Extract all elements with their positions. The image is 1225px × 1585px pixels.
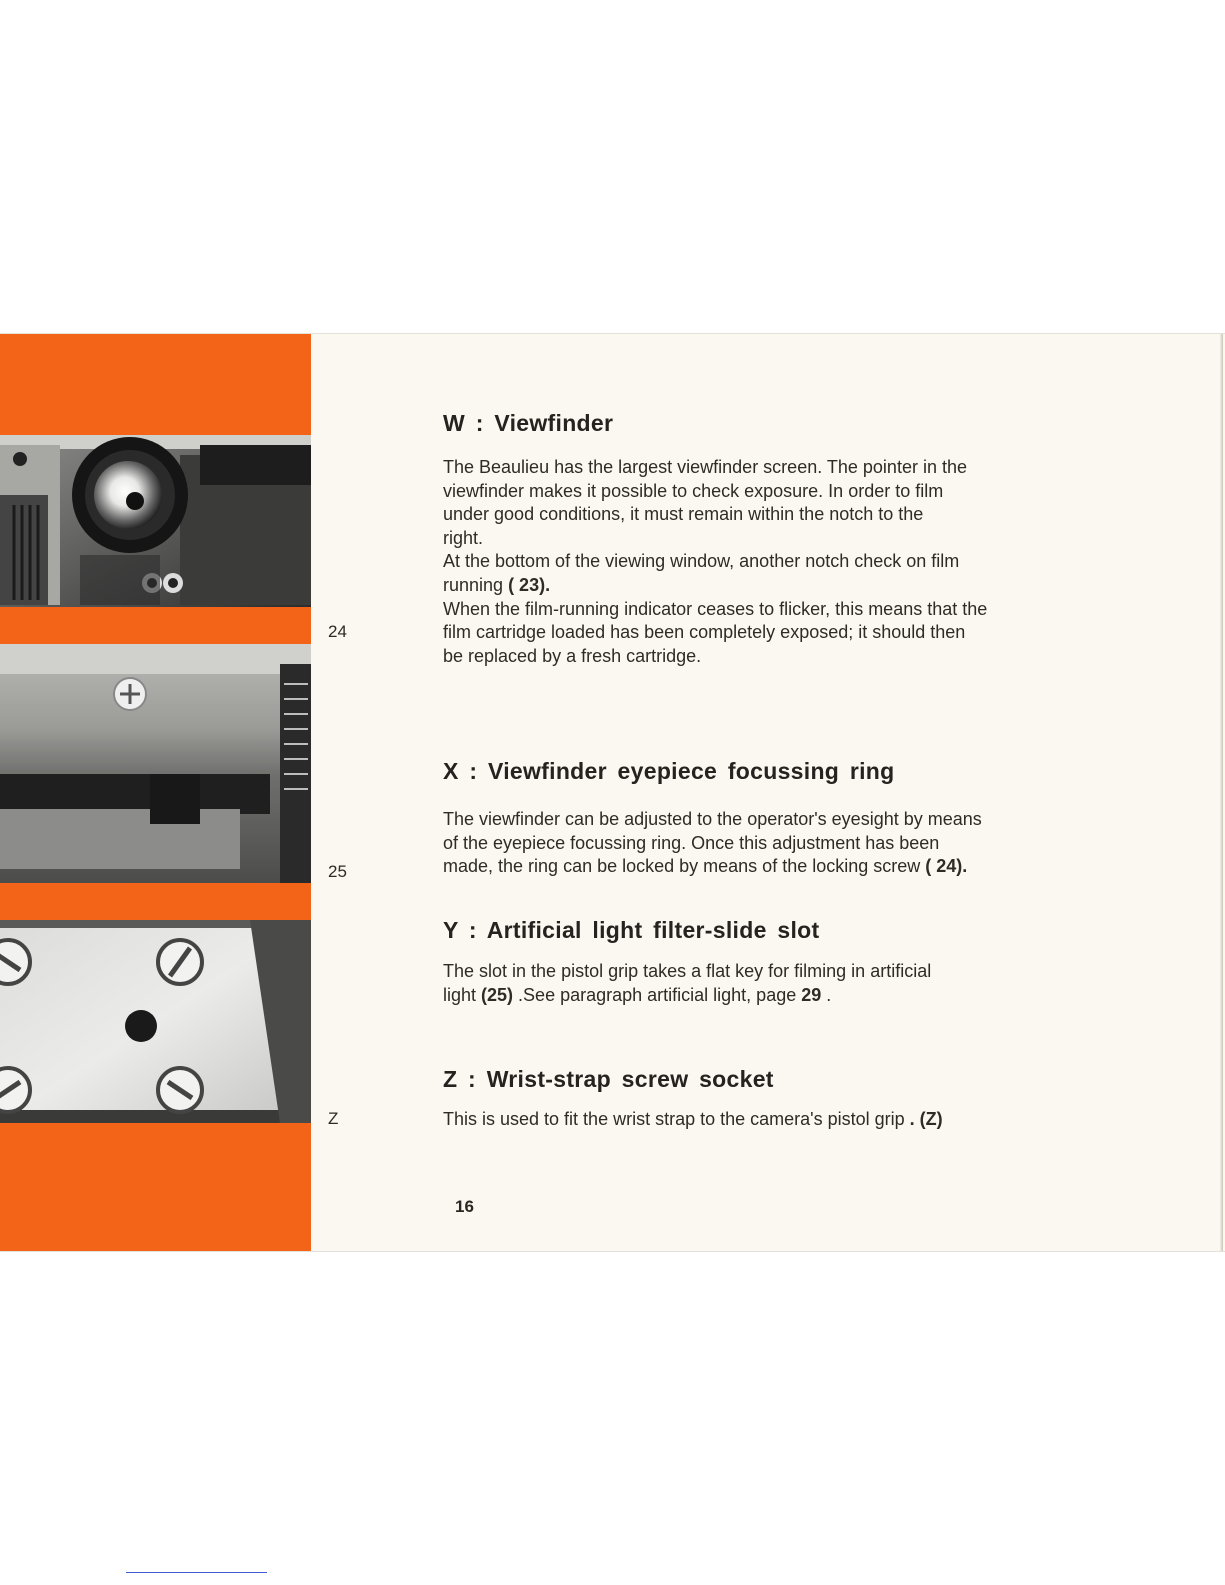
figure-label-25: 25 [328, 862, 347, 881]
section-y-text: light [443, 984, 482, 1005]
section-w-line: right. [443, 527, 484, 548]
section-w-line: At the bottom of the viewing window, another notch check on film [443, 551, 960, 572]
figure-reference: ( 23). [508, 574, 551, 595]
camera-eyepiece-photo [0, 435, 311, 607]
section-w-line [443, 574, 1137, 598]
section-w-line: viewfinder makes it possible to check exposure. In order to film [443, 480, 944, 501]
section-x-line [443, 855, 1137, 879]
section-w-body [443, 456, 1137, 668]
section-w-heading: W : Viewfinder [443, 410, 614, 436]
section-z-body [443, 1108, 1137, 1132]
manual-page [0, 333, 1225, 1252]
section-x-line: of the eyepiece focussing ring. Once this adjustment has been [443, 832, 940, 853]
figure-label-z: Z [328, 1109, 339, 1128]
page-gutter-shadow [1220, 334, 1223, 1251]
section-y-text: . [821, 984, 832, 1005]
section-y-line: The slot in the pistol grip takes a flat key for filming in artificial [443, 961, 932, 981]
section-w-line: under good conditions, it must remain within the notch to the [443, 504, 924, 525]
figure-reference: (25) [481, 984, 514, 1005]
section-y-heading: Y : Artificial light filter-slide slot [443, 917, 820, 943]
section-w-line: be replaced by a fresh cartridge. [443, 645, 702, 666]
section-w-line: When the film-running indicator ceases to flicker, this means that the [443, 598, 988, 619]
section-z-line [443, 1108, 1137, 1132]
section-w-line: The Beaulieu has the largest viewfinder screen. The pointer in the [443, 457, 967, 477]
section-x-line: The viewfinder can be adjusted to the operator's eyesight by means [443, 809, 982, 829]
section-x-heading: X : Viewfinder eyepiece focussing ring [443, 758, 895, 784]
section-y-line [443, 984, 1137, 1008]
page-number: 16 [455, 1197, 474, 1216]
section-z-heading: Z : Wrist-strap screw socket [443, 1066, 774, 1092]
section-x-text: made, the ring can be locked by means of the locking screw [443, 856, 926, 877]
orange-side-strip [0, 334, 311, 1251]
section-x-body [443, 808, 1137, 879]
figure-label-24: 24 [328, 622, 347, 641]
section-z-text: This is used to fit the wrist strap to the camera's pistol grip [443, 1109, 910, 1129]
section-w-line: film cartridge loaded has been completely exposed; it should then [443, 622, 966, 643]
figure-reference: . (Z) [909, 1109, 943, 1129]
section-y-body [443, 960, 1137, 1007]
section-y-text: .See paragraph artificial light, page [513, 984, 802, 1005]
eyepiece-locking-screw-photo [0, 644, 311, 883]
section-w-text: running [443, 574, 509, 595]
footer-underline-link[interactable] [126, 1572, 267, 1573]
pistol-grip-base-photo [0, 920, 311, 1123]
page-reference: 29 [801, 984, 822, 1005]
figure-reference: ( 24). [925, 856, 968, 877]
